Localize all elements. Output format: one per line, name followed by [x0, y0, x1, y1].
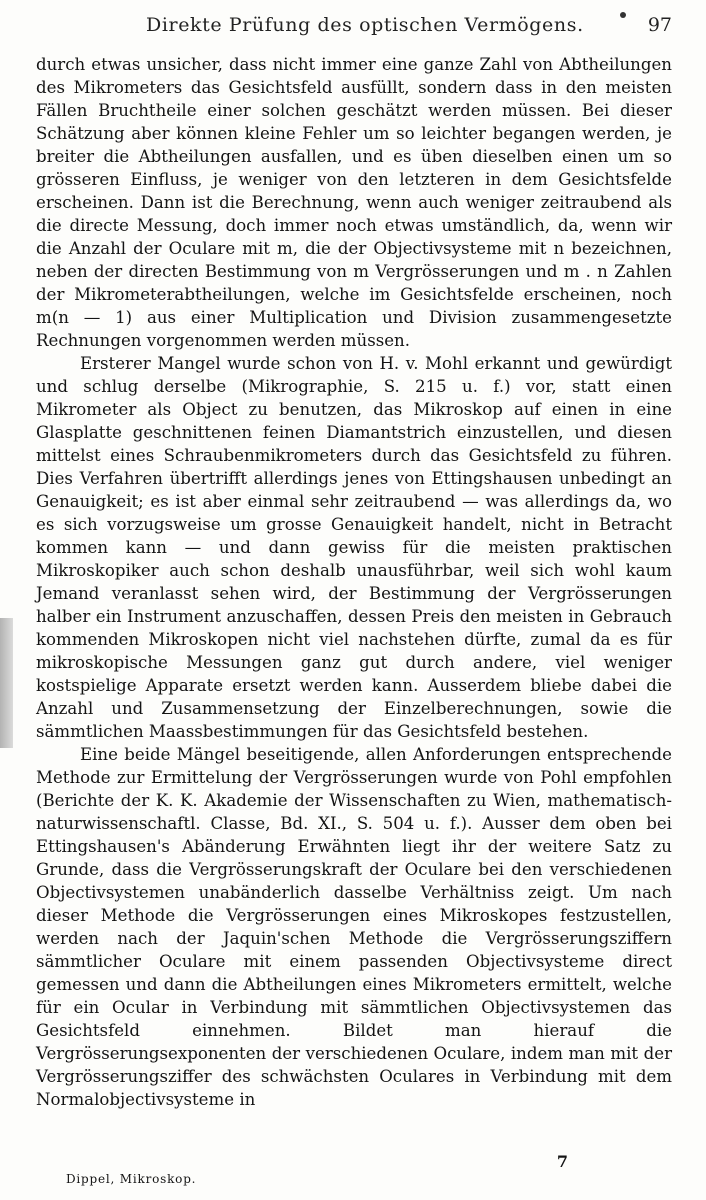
signature-mark: 7 [556, 1152, 568, 1171]
running-header [36, 14, 676, 48]
paragraph-3: Eine beide Mängel beseitigende, allen Anforderungen entsprechende Methode zur Ermittelung der Vergrösserungen wurde von Pohl empfohlen (Berichte der K. K. Akademie der Wissenschaften zu Wien, mathematisch-naturwissenschaftl. Classe, Bd. XI., S. 504 u. f.). Ausser dem oben bei Ettingshausen's Abänderung Erwähnten liegt ihr der weitere Satz zu Grunde, dass die Vergrösserungskraft der Oculare bei den verschiedenen Objectivsystemen unabänderlich dasselbe Verhältniss zeigt. Um nach dieser Methode die Vergrösserungen eines Mikroskopes festzustellen, werden nach der Jaquin'schen Methode die Vergrösserungsziffern sämmtlicher Oculare mit einem passenden Objectivsysteme direct gemessen und dann die Abtheilungen eines Mikrometers ermittelt, welche für ein Ocular in Verbindung mit sämmtlichen Objectivsystemen das Gesichtsfeld einnehmen. Bildet man hierauf die Vergrösserungsexponenten der verschiedenen Oculare, indem man mit der Vergrösserungsziffer des schwächsten Oculares in Verbindung mit dem Normalobjectivsysteme in [36, 745, 672, 1109]
ink-dot [620, 12, 626, 18]
body-text [36, 53, 672, 1111]
scan-edge-shadow [0, 618, 13, 748]
paragraph-2: Ersterer Mangel wurde schon von H. v. Mohl erkannt und gewürdigt und schlug derselbe (Mikrographie, S. 215 u. f.) vor, statt einen Mikrometer als Object zu benutzen, das Mikroskop auf einen in eine Glasplatte geschnittenen feinen Diamantstrich einzustellen, und diesen mittelst eines Schraubenmikrometers durch das Gesichtsfeld zu führen. Dies Verfahren übertrifft allerdings jenes von Ettingshausen unbedingt an Genauigkeit; es ist aber einmal sehr zeitraubend — was allerdings da, wo es sich vorzugsweise um grosse Genauigkeit handelt, nicht in Betracht kommen kann — und dann gewiss für die meisten praktischen Mikroskopiker auch schon deshalb unausführbar, weil sich wohl kaum Jemand veranlasst sehen wird, der Bestimmung der Vergrösserungen halber ein Instrument anzuschaffen, dessen Preis den meisten in Gebrauch kommenden Mikroskopen nicht viel nachstehen dürfte, zumal da es für mikroskopische Messungen ganz gut durch andere, viel weniger kostspielige Apparate ersetzt werden kann. Ausserdem bliebe dabei die Anzahl und Zusammensetzung der Einzelberechnungen, sowie die sämmtlichen Maassbestimmungen für das Gesichtsfeld bestehen. [36, 354, 672, 741]
paragraph-1: durch etwas unsicher, dass nicht immer eine ganze Zahl von Abtheilungen des Mikrometers das Gesichtsfeld ausfüllt, sondern dass in den meisten Fällen Bruchtheile einer solchen geschätzt werden müssen. Bei dieser Schätzung aber können kleine Fehler um so leichter begangen werden, je breiter die Abtheilungen ausfallen, und es üben dieselben einen um so grösseren Einfluss, je weniger von den letzteren in dem Gesichtsfelde erscheinen. Dann ist die Berechnung, wenn auch weniger zeitraubend als die directe Messung, doch immer noch etwas umständlich, da, wenn wir die Anzahl der Oculare mit m, die der Objectivsysteme mit n bezeichnen, neben der directen Bestimmung von m Vergrösserungen und m . n Zahlen der Mikrometerabtheilungen, welche im Gesichtsfelde erscheinen, noch m(n — 1) aus einer Multiplication und Division zusammengesetzte Rechnungen vorgenommen werden müssen. [36, 55, 672, 350]
footer-book-reference: Dippel, Mikroskop. [66, 1172, 197, 1186]
page-number: 97 [647, 14, 672, 36]
running-header-title: Direkte Prüfung des optischen Vermögens. [146, 14, 584, 36]
page-footer [36, 1152, 672, 1192]
